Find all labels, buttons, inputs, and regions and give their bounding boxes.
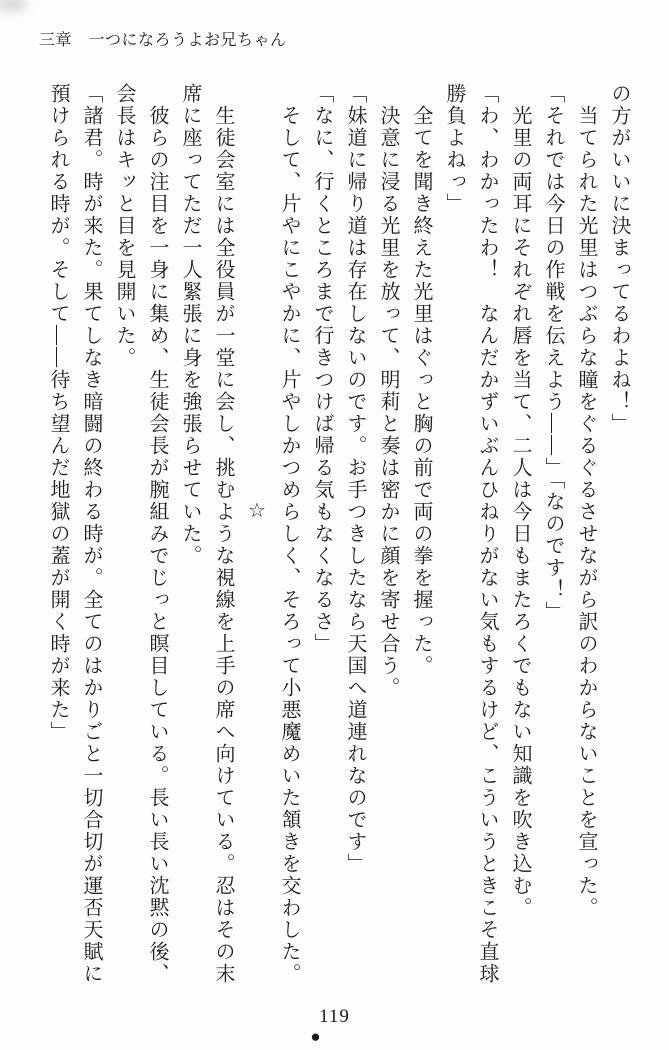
paragraph: 「それでは今日の作戦を伝えよう――」「なのです！」 [542,83,564,623]
paragraph: そして、片やにこやかに、片やしかつめらしく、そろって小悪魔めいた頷きを交わした。 [278,105,300,985]
paragraph: 「わ、わかったわ！ なんだかずいぶんひねりがない気もするけど、こういうときこそ直球勝負よねっ」 [443,83,498,985]
section-divider-star: ☆ [245,498,267,524]
scan-artifact [0,0,28,12]
page-number: 119 [319,1006,350,1027]
paragraph: 「なに、行くところまで行きつけば帰る気もなくなるさ」 [311,83,333,655]
main-text-block [41,83,635,993]
paragraph: の方がいいに決まってるわよね！」 [608,83,630,435]
paragraph: 「諸君。時が来た。果てしなき暗闘の終わる時が。全てのはかりごと一切合切が運否天賦に預けられる時が。そして――待ち望んだ地獄の蓋が開く時が来た」 [47,83,102,985]
paragraph: 光里の両耳にそれぞれ唇を当て、二人は今日もまたろくでもない知識を吹き込む。 [509,105,531,919]
paragraph: 生徒会室には全役員が一堂に会し、挑むような視線を上手の席へ向けている。忍はその末席に座ってただ一人緊張に身を強張らせていた。 [179,83,234,985]
paragraph: 決意に浸る光里を放って、明莉と奏は密かに顔を寄せ合う。 [377,105,399,699]
paragraph: 当てられた光里はつぶらな瞳をぐるぐるさせながら訳のわからないことを宣った。 [575,105,597,919]
page-end-dot-icon: ● [310,1027,321,1046]
paragraph: 彼らの注目を一身に集め、生徒会長が腕組みでじっと瞑目している。長い長い沈黙の後、会長はキッと目を見開いた。 [113,83,168,985]
paragraph: 全てを聞き終えた光里はぐっと胸の前で両の拳を握った。 [410,105,432,677]
paragraph: 「妹道に帰り道は存在しないのです。お手つきしたなら天国へ道連れなのです」 [344,83,366,875]
chapter-header: 三章 一つになろうよお兄ちゃん [39,32,287,49]
